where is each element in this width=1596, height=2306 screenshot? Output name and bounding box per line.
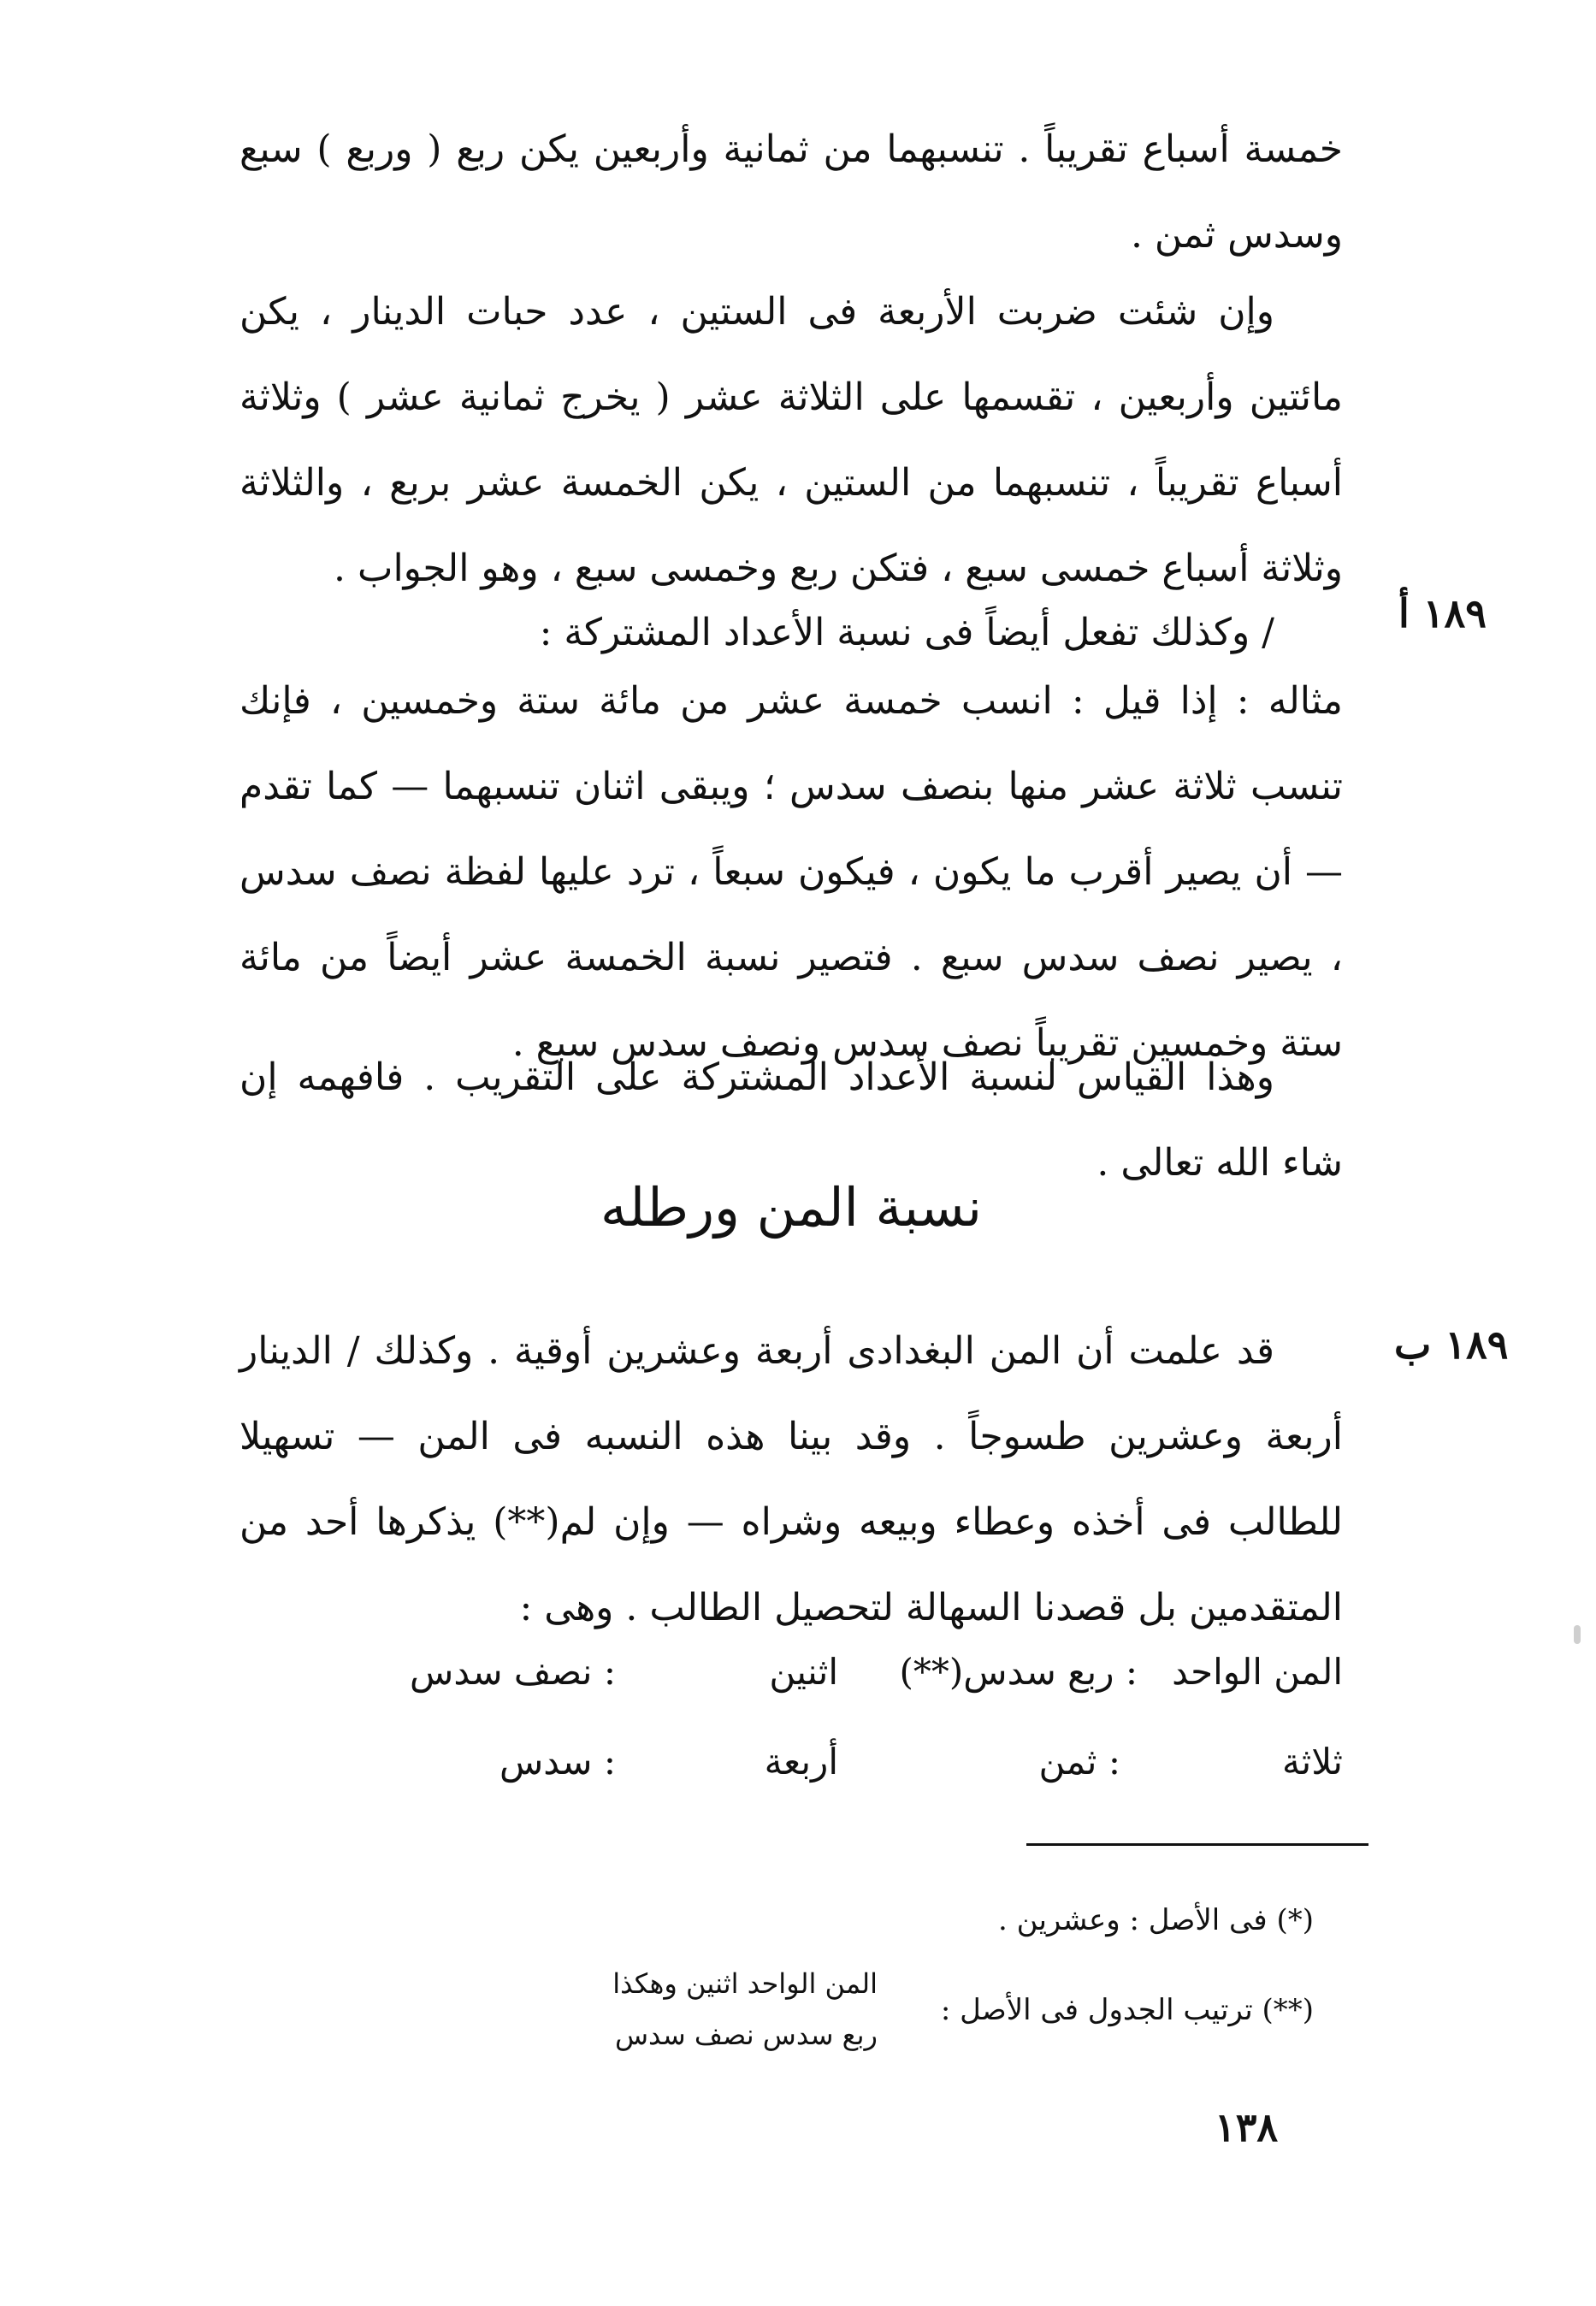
paragraph-3: / وكذلك تفعل أيضاً فى نسبة الأعداد المشتركة : [539,611,1274,654]
text-block-2 [239,269,1343,612]
table-cell: : ربع سدس(**) [899,1651,1138,1693]
table-cell: المن الواحد [1172,1651,1343,1693]
text-block-1 [239,107,1343,278]
text-block-6 [239,1309,1343,1651]
table-cell: : نصف سدس [410,1651,616,1693]
paragraph-2: وإن شئت ضربت الأربعة فى الستين ، عدد حبات الدينار ، يكن مائتين وأربعين ، تقسمها على الثلاثة عشر ( يخرج ثمانية عشر ) وثلاثة أسباع تقريباً ، تنسبهما من الستين ، يكن الخمسة عشر بربع ، والثلاثة وثلاثة أسباع خمسى سبع ، فتكن ربع وخمسى سبع ، وهو الجواب . [239,290,1343,590]
table-cell: اثنين [769,1651,838,1693]
footnote-divider [1026,1843,1368,1846]
table-cell: : ثمن [1038,1741,1120,1783]
table-row [239,1741,1343,1792]
table-row [239,1651,1343,1702]
paragraph-6: قد علمت أن المن البغدادى أربعة وعشرين أوقية . وكذلك / الدينار أربعة وعشرين طسوجاً . وقد بينا هذه النسبه فى المن — تسهيلا للطالب فى أخذه وعطاء وبيعه وشراه — وإن لم(**) يذكرها أحد من المتقدمين بل قصدنا السهالة لتحصيل الطالب . وهى : [239,1329,1343,1629]
text-block-4 [239,659,1343,1086]
paragraph-1: خمسة أسباع تقريباً . تنسبهما من ثمانية وأربعين يكن ربع ( وربع ) سبع وسدس ثمن . [239,127,1343,257]
paragraph-4: مثاله : إذا قيل : انسب خمسة عشر من مائة ستة وخمسين ، فإنك تنسب ثلاثة عشر منها بنصف سدس ؛ ويبقى اثنان تنسبهما — كما تقدم — أن يصير أقرب ما يكون ، فيكون سبعاً ، ترد عليها لفظة نصف سدس ، يصير نصف سدس سبع . فتصير نسبة الخمسة عشر أيضاً من مائة ستة وخمسين تقريباً نصف سدس ونصف سدس سبع . [239,679,1343,1065]
table-cell: أربعة [764,1741,838,1783]
page-number: ١٣٨ [1215,2104,1279,2150]
scan-mark [1574,1625,1581,1644]
table-cell: : سدس [499,1741,616,1783]
table-cell: ثلاثة [1282,1741,1343,1783]
footnote-1: (*) فى الأصل : وعشرين . [997,1903,1314,1937]
section-heading: نسبة المن ورطله [600,1176,983,1239]
footnote-2-table-top: المن الواحد اثنين وهكذا [612,1967,878,2000]
margin-ref-189a: ١٨٩ أ [1398,590,1487,636]
footnote-2-label: (**) ترتيب الجدول فى الأصل : [940,1993,1314,2027]
footnote-2-table-bottom: ربع سدس نصف سدس [614,2019,878,2051]
paragraph-5: وهذا القياس لنسبة الأعداد المشتركة على التقريب . فافهمه إن شاء الله تعالى . [239,1055,1343,1185]
margin-ref-189b: ١٨٩ ب [1394,1322,1509,1368]
